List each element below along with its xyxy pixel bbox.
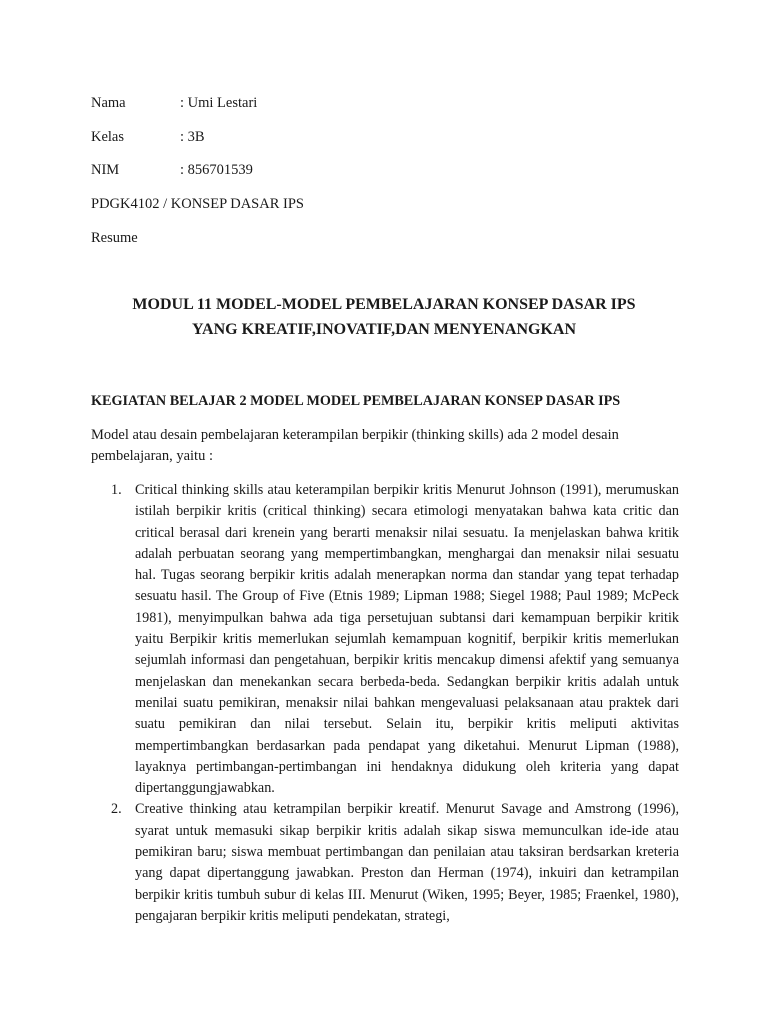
list-item-text: Creative thinking atau ketrampilan berpikir kreatif. Menurut Savage and Amstrong (1996), syarat untuk memasuki sikap berpikir kritis adalah sikap siswa memunculkan ide-ide atau pemikiran baru; siswa membuat pertimbangan dan penilaian atau taksiran berdsarkan kreteria yang dapat dipertanggung jawabkan. Preston dan Herman (1974), inkuiri dan ketrampilan berpikir kritis tumbuh subur di kelas III. Menurut (Wiken, 1995; Beyer, 1985; Fraenkel, 1980), pengajaran berpikir kritis meliputi pendekatan, strategi,	[135, 801, 679, 924]
nim-value: : 856701539	[180, 162, 253, 178]
list-item	[91, 480, 679, 799]
class-value: : 3B	[180, 129, 205, 145]
document-title	[60, 292, 708, 342]
name-field	[91, 94, 257, 112]
name-value: : Umi Lestari	[180, 95, 258, 111]
name-label: Nama	[91, 95, 126, 111]
list-item	[91, 799, 679, 927]
course-line: PDGK4102 / KONSEP DASAR IPS	[91, 196, 304, 212]
section-heading: KEGIATAN BELAJAR 2 MODEL MODEL PEMBELAJARAN KONSEP DASAR IPS	[91, 393, 621, 409]
nim-field	[91, 161, 253, 179]
intro-paragraph: Model atau desain pembelajaran keterampilan berpikir (thinking skills) ada 2 model desain pembelajaran, yaitu :	[91, 427, 619, 464]
nim-label: NIM	[91, 162, 120, 178]
title-line-1: MODUL 11 MODEL-MODEL PEMBELAJARAN KONSEP DASAR IPS	[132, 296, 636, 313]
title-line-2: YANG KREATIF,INOVATIF,DAN MENYENANGKAN	[191, 321, 577, 338]
class-field	[91, 128, 205, 146]
document-type: Resume	[91, 230, 138, 246]
model-list	[91, 480, 679, 927]
list-number: 1.	[111, 482, 122, 498]
class-label: Kelas	[91, 129, 125, 145]
list-item-text: Critical thinking skills atau keterampilan berpikir kritis Menurut Johnson (1991), merumuskan istilah berpikir kritis (critical thinking) secara etimologi menyatakan bahwa kata critic dan critical berasal dari krenein yang berarti menaksir nilai sesuatu. Ia menjelaskan bahwa kritik adalah perbuatan seorang yang mempertimbangkan, menghargai dan menaksir nilai sesuatu hal. Tugas seorang berpikir kritis adalah menerapkan norma dan standar yang tepat terhadap sesuatu hasil. The Group of Five (Etnis 1989; Lipman 1988; Siegel 1988; Paul 1989; McPeck 1981), menyimpulkan bahwa ada tiga persetujuan subtansi dari kemampuan berpikir kritik yaitu Berpikir kritis memerlukan sejumlah kemampuan kognitif, berpikir kritis memerlukan sejumlah informasi dan pengetahuan, berpikir kritis mencakup dimensi afektif yang semuanya menjelaskan dan menekankan secara berbeda-beda. Sedangkan berpikir kritis adalah untuk menilai suatu pemikiran, menaksir nilai bahkan mengevaluasi pelaksanaan atau praktek dari suatu pemikiran dan nilai tersebut. Selain itu, berpikir kritis meliputi aktivitas mempertimbangkan berdasarkan pada pendapat yang diketahui. Menurut Lipman (1988), layaknya pertimbangan-pertimbangan ini hendaknya didukung oleh kriteria yang dapat dipertanggungjawabkan.	[135, 482, 679, 797]
list-number: 2.	[111, 801, 122, 818]
